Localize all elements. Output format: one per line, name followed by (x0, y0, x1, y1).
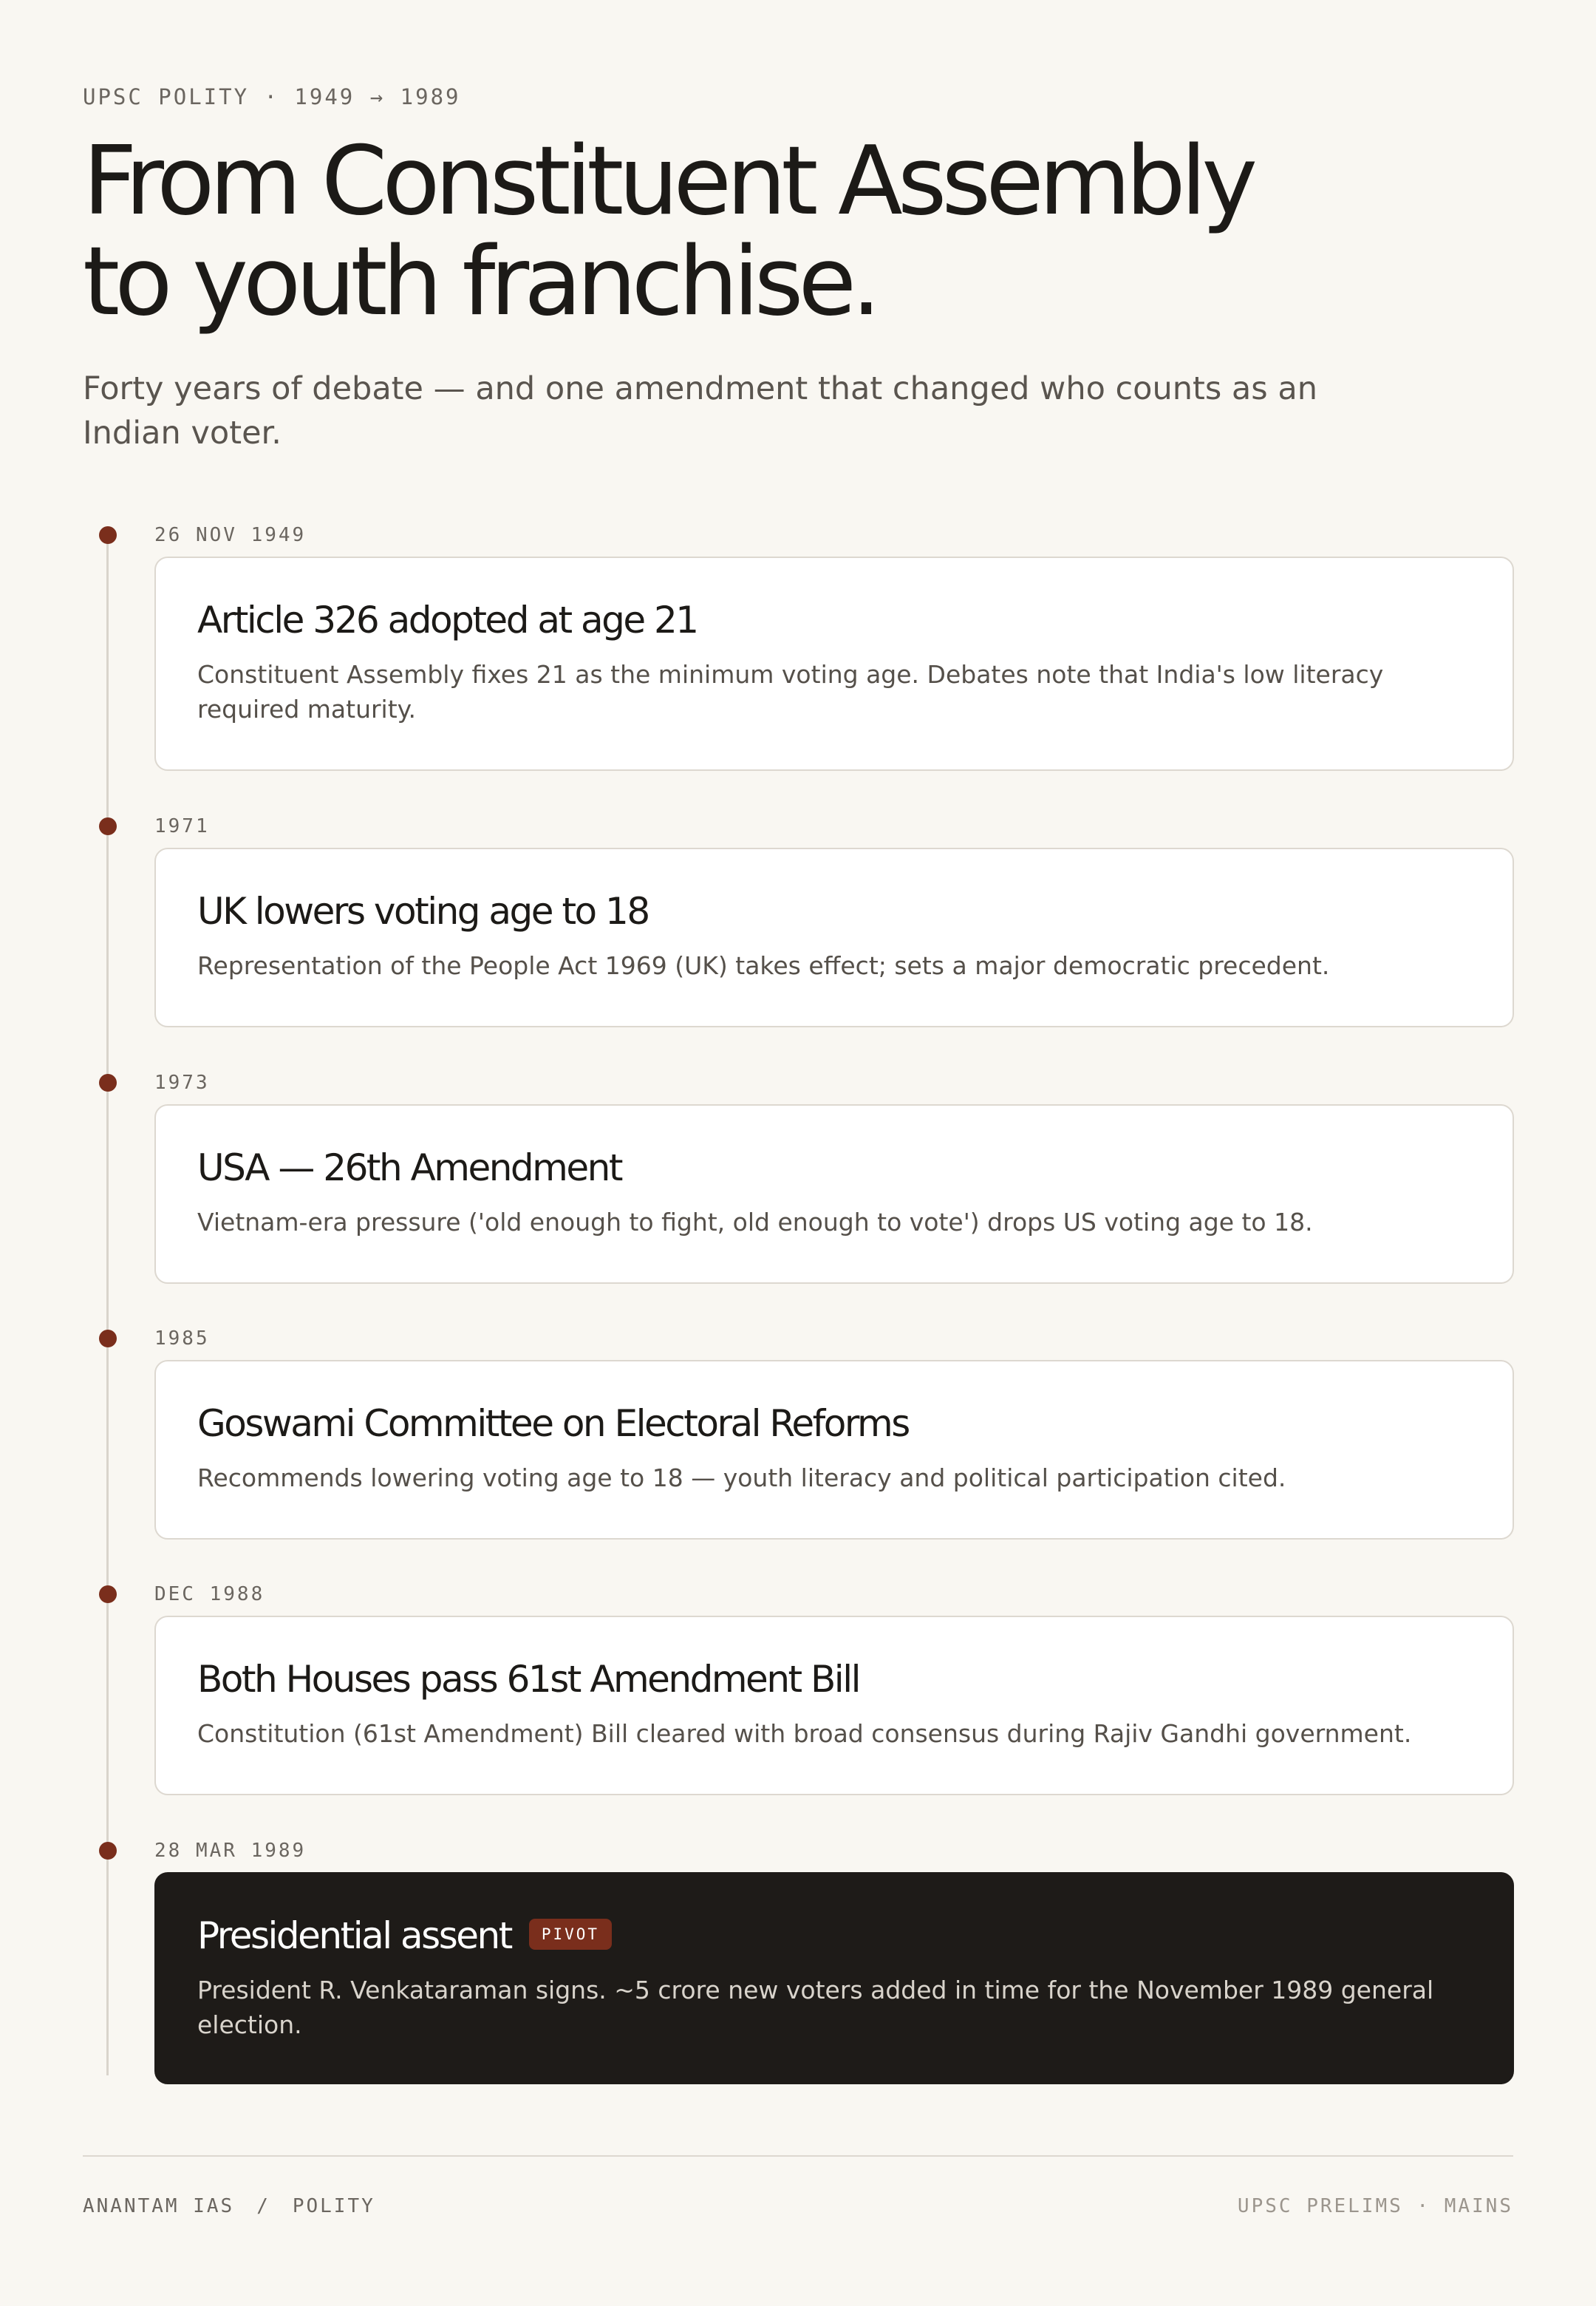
timeline-dot (99, 817, 117, 835)
event-description: President R. Venkataraman signs. ~5 crore new voters added in time for the November 1989 general election. (197, 1976, 1434, 2039)
timeline-dot (99, 1330, 117, 1347)
page-title-line-2: to youth franchise. (83, 227, 876, 337)
event-date: 1985 (154, 1327, 210, 1350)
footer-section: POLITY (292, 2195, 375, 2217)
footer-brand (83, 2195, 375, 2217)
event-description: Constitution (61st Amendment) Bill cleared with broad consensus during Rajiv Gandhi government. (197, 1719, 1412, 1748)
event-card (154, 557, 1514, 771)
footer-separator: / (256, 2195, 270, 2217)
event-title: USA — 26th Amendment (197, 1146, 621, 1189)
footer-divider (83, 2155, 1513, 2157)
event-title (197, 1912, 1471, 1959)
event-date: 26 NOV 1949 (154, 524, 307, 546)
event-date: 28 MAR 1989 (154, 1840, 307, 1862)
event-title-text: Presidential assent (197, 1914, 511, 1957)
footer-brand-name: ANANTAM IAS (83, 2195, 235, 2217)
timeline-dot (99, 1585, 117, 1603)
event-title: Both Houses pass 61st Amendment Bill (197, 1658, 859, 1701)
event-title: UK lowers voting age to 18 (197, 890, 649, 933)
event-description: Recommends lowering voting age to 18 — youth literacy and political participation cited. (197, 1463, 1286, 1492)
page-title-line-1: From Constituent Assembly (83, 126, 1253, 237)
timeline-dot (99, 1074, 117, 1092)
event-date: 1971 (154, 815, 210, 837)
event-date: 1973 (154, 1072, 210, 1094)
event-card (154, 1360, 1514, 1540)
event-title: Goswami Committee on Electoral Reforms (197, 1402, 909, 1445)
event-card (154, 848, 1514, 1027)
event-card (154, 1104, 1514, 1284)
eyebrow-label: UPSC POLITY · 1949 → 1989 (83, 84, 461, 109)
timeline-page (83, 0, 1513, 2306)
event-card-highlight (154, 1872, 1514, 2084)
event-title: Article 326 adopted at age 21 (197, 599, 698, 642)
event-card (154, 1616, 1514, 1795)
event-description: Vietnam-era pressure ('old enough to fight, old enough to vote') drops US voting age to 18. (197, 1208, 1313, 1237)
timeline-dot (99, 526, 117, 544)
pivot-badge: PIVOT (529, 1919, 612, 1950)
event-description: Representation of the People Act 1969 (UK) takes effect; sets a major democratic precedent. (197, 951, 1330, 980)
timeline (83, 0, 1513, 2306)
event-date: DEC 1988 (154, 1583, 265, 1605)
event-description: Constituent Assembly fixes 21 as the minimum voting age. Debates note that India's low literacy required maturity. (197, 660, 1384, 724)
timeline-dot (99, 1842, 117, 1860)
footer-tags: UPSC PRELIMS · MAINS (1237, 2195, 1513, 2217)
page-subtitle: Forty years of debate — and one amendment that changed who counts as an Indian voter. (83, 370, 1317, 452)
